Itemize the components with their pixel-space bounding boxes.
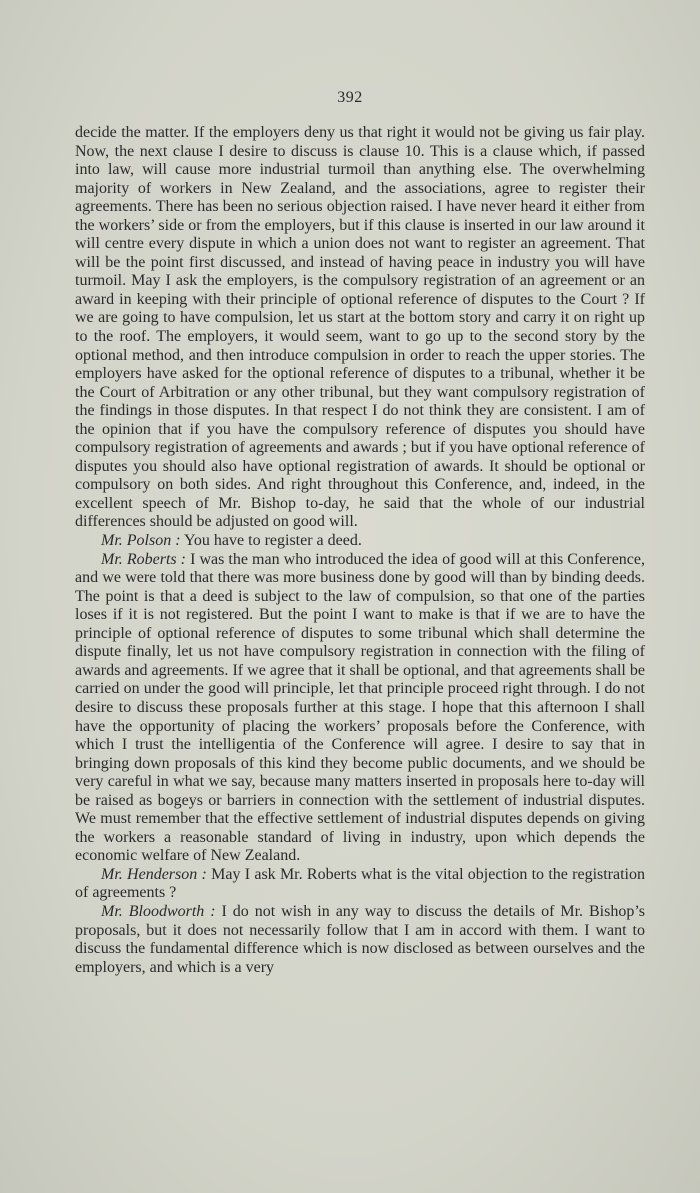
speech-paragraph — [75, 551, 645, 866]
page-body — [75, 124, 645, 977]
speech-text: You have to register a deed. — [183, 532, 362, 550]
speech-text: I do not wish in any way to discuss the details of Mr. Bishop’s proposals, but it does not necessarily follow that I am in accord with them. I want to discuss the fundamental difference which is now disclosed as between ourselves and the employers, and which is a very — [75, 902, 646, 976]
speech-text: May I ask Mr. Roberts what is the vital objection to the registration of agreements ? — [75, 865, 646, 902]
paragraph — [75, 124, 645, 532]
speaker-name: Mr. Roberts : — [101, 550, 187, 568]
speaker-name: Mr. Polson : — [101, 532, 181, 550]
speech-paragraph — [75, 532, 645, 551]
paragraph-text: decide the matter. If the employers deny us that right it would not be giving us fair play. Now, the next clause I desire to discuss is clause 10. This is a clause which, if passed into law, will cause more industrial turmoil than anything else. The overwhelming majority of workers in New Zealand, and the associations, agree to register their agreements. There has been no serious objection raised. I have never heard it either from the workers’ side or from the employers, but if this clause is inserted in our law around it will centre every dispute in which a union does not want to register an agreement. That will be the point first discussed, and instead of having peace in industry you will have turmoil. May I ask the employers, is the compulsory registration of an agreement or an award in keeping with their principle of optional reference of disputes to the Court ? If we are going to have compulsion, let us start at the bottom story and carry it on right up to the roof. The employers, it would seem, want to go up to the second story by the optional method, and then introduce compulsion in order to reach the upper stories. The employers have asked for the optional reference of disputes to a tribunal, whether it be the Court of Arbitration or any other tribunal, but they want compulsory registration of the findings in those disputes. In that respect I do not think they are consistent. I am of the opinion that if you have the compulsory reference of disputes you should have compulsory registration of agreements and awards ; but if you have optional reference of disputes you should also have optional registration of awards. It should be optional or compulsory on both sides. And right throughout this Conference, and, indeed, in the excellent speech of Mr. Bishop to-day, he said that the whole of our industrial differences should be adjusted on good will. — [75, 124, 645, 531]
page-number: 392 — [337, 89, 363, 106]
speaker-name: Mr. Bloodworth : — [101, 902, 216, 920]
speech-paragraph — [75, 866, 645, 903]
speaker-name: Mr. Henderson : — [101, 865, 207, 883]
speech-text: I was the man who introduced the idea of good will at this Conference, and we were told that there was more business done by good will than by binding deeds. The point is that a deed is subject to the law of compulsion, so that one of the parties loses if it is not registered. But the point I want to make is that if we are to have the principle of optional reference of disputes to some tribunal which shall determine the dispute finally, let us not have compulsory registration in connection with the filing of awards and agreements. If we agree that it shall be optional, and that agreements shall be carried on under the good will principle, let that principle proceed right through. I do not desire to discuss these proposals further at this stage. I hope that this afternoon I shall have the opportunity of placing the workers’ proposals before the Conference, with which I trust the intelligentia of the Conference will agree. I desire to say that in bringing down proposals of this kind they become public documents, and we should be very careful in what we say, because many matters inserted in proposals here to-day will be raised as bogeys or barriers in connection with the settlement of industrial disputes. We must remember that the effective settlement of industrial disputes depends on giving the workers a reasonable standard of living in industry, upon which depends the economic welfare of New Zealand. — [75, 550, 646, 865]
speech-paragraph — [75, 903, 645, 977]
